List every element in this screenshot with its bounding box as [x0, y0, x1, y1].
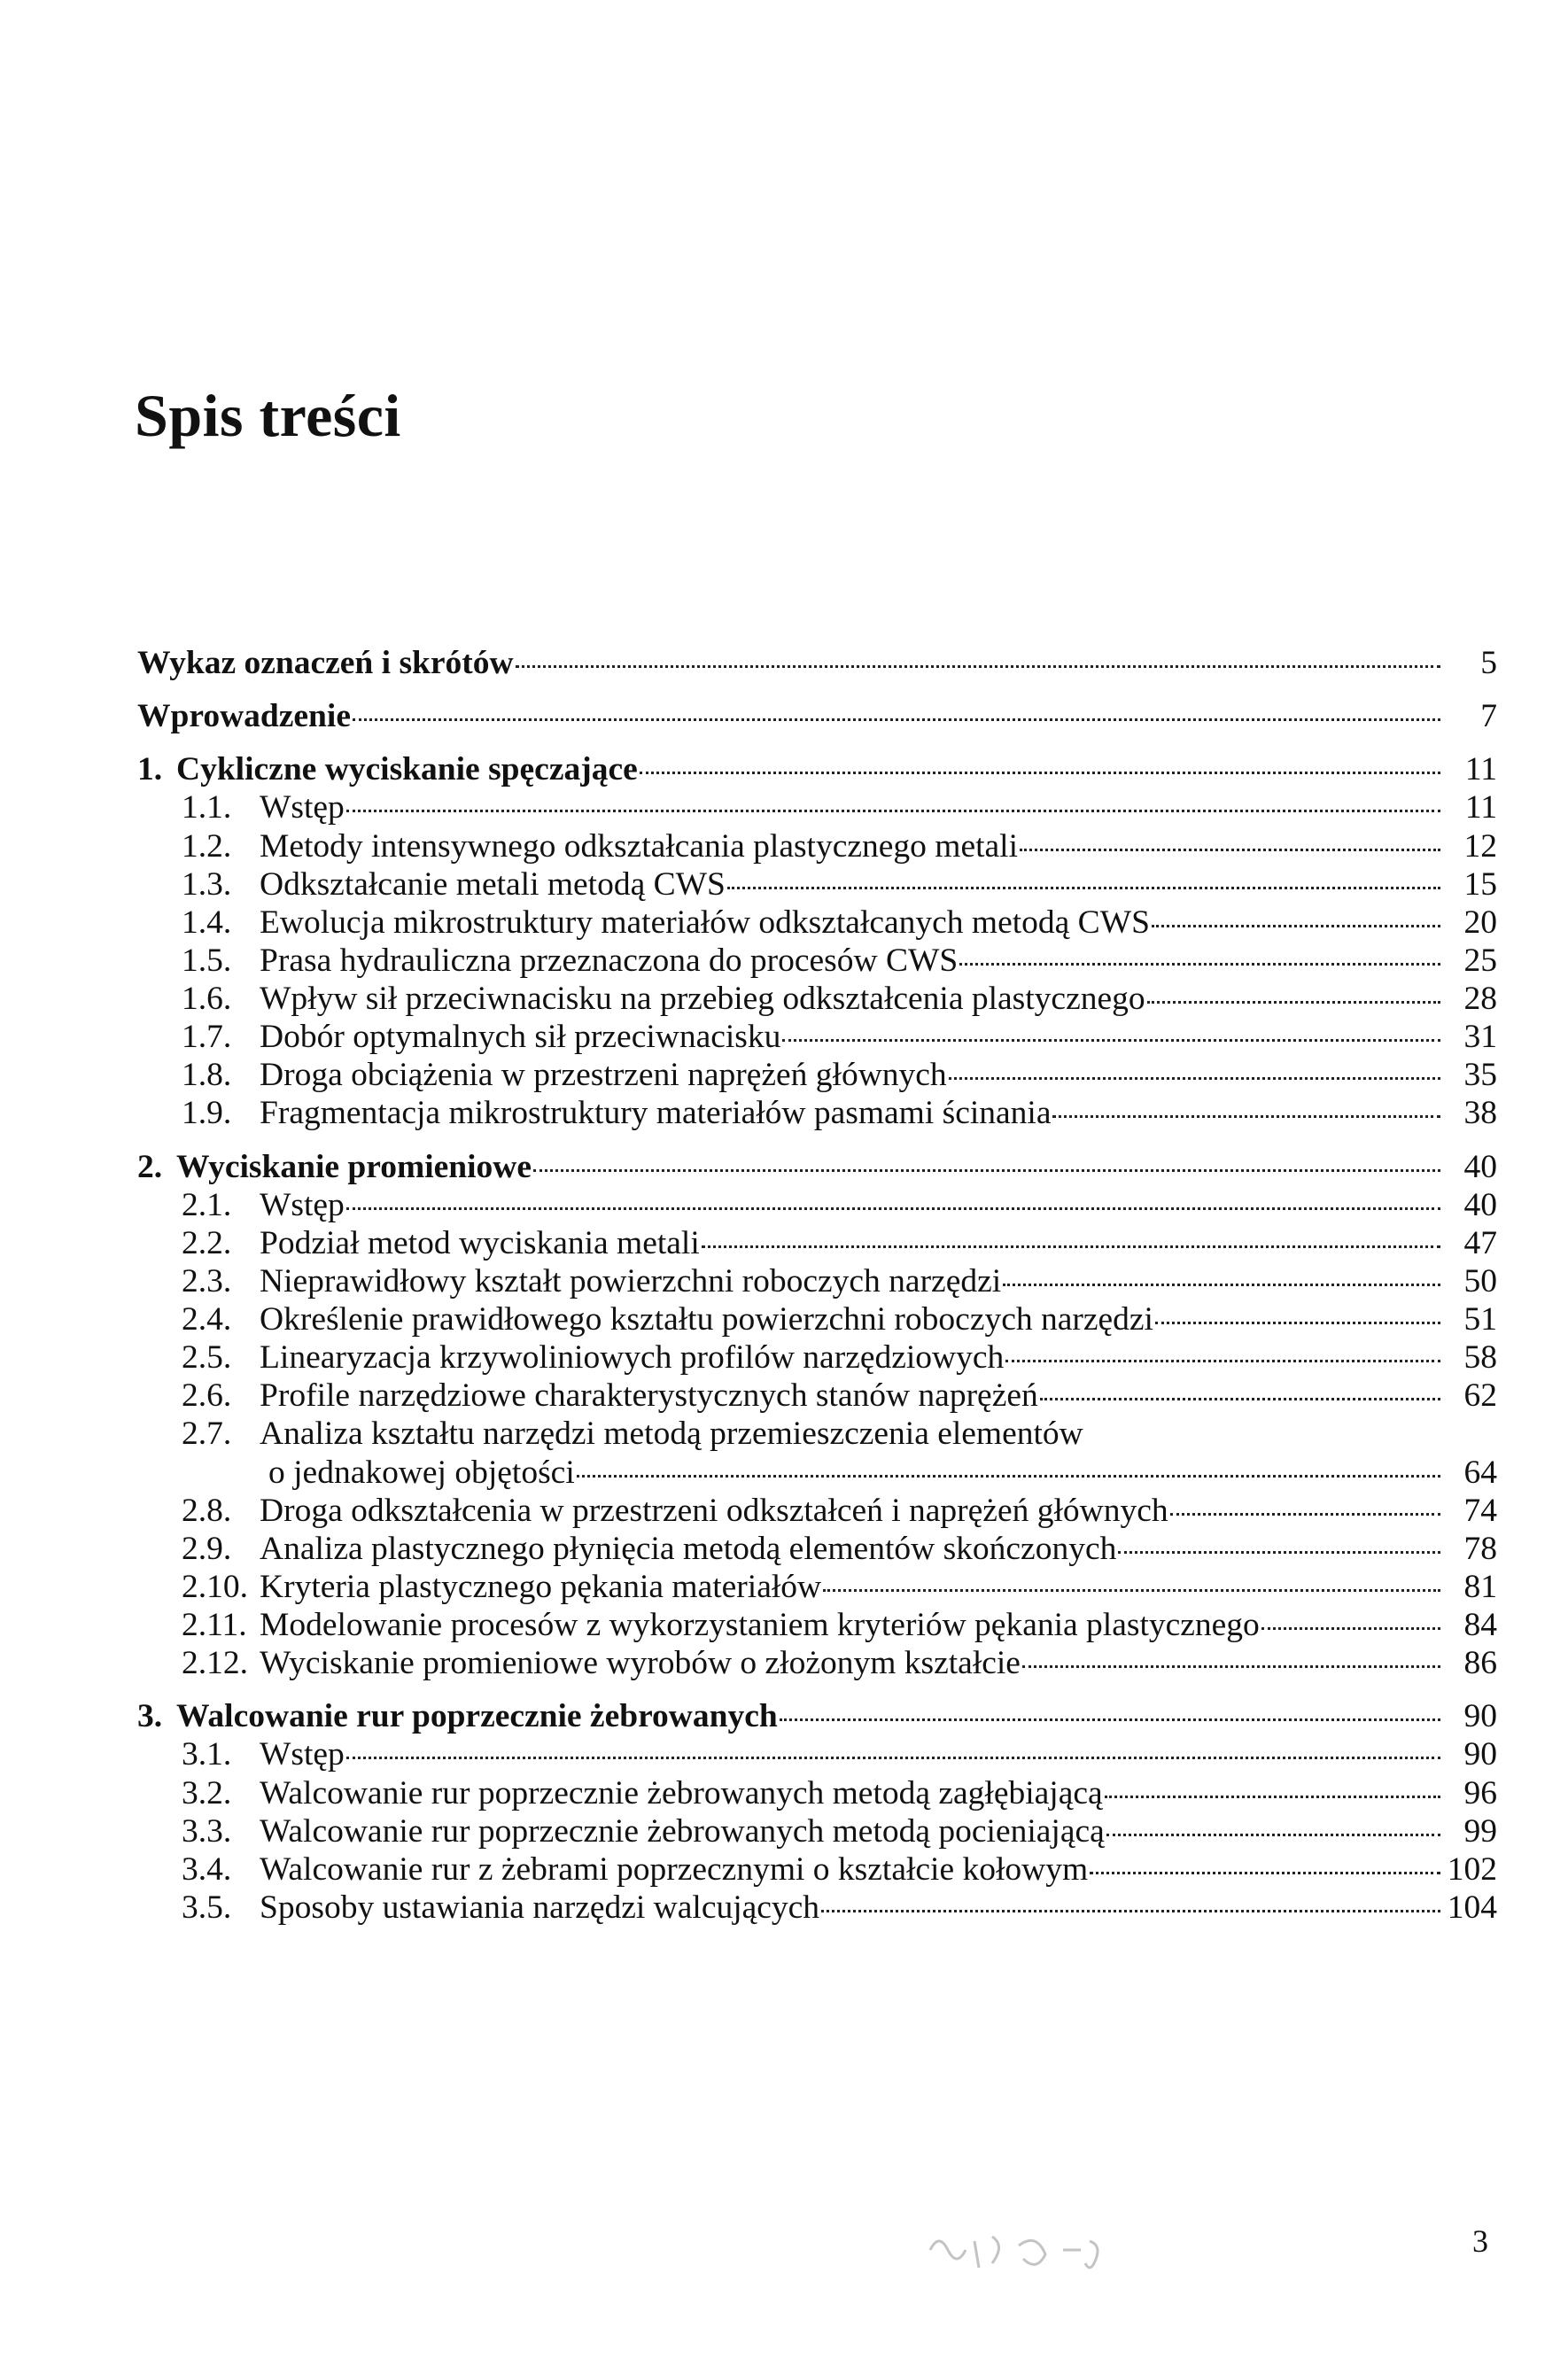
entry-number: 2.	[137, 1148, 163, 1185]
toc-section-entry	[137, 1300, 1497, 1338]
entry-title: Dobór optymalnych sił przeciwnacisku	[260, 1019, 781, 1056]
entry-title: Sposoby ustawiania narzędzi walcujących	[260, 1889, 820, 1926]
entry-number: 2.3.	[182, 1262, 232, 1299]
entry-number: 1.	[137, 751, 163, 788]
toc-front-entry	[137, 644, 1497, 682]
entry-page: 102	[1447, 1850, 1497, 1888]
entry-number: 2.7.	[182, 1416, 232, 1453]
entry-number: 2.5.	[182, 1339, 232, 1377]
entry-number: 1.7.	[182, 1019, 232, 1056]
entry-title: Podział metod wyciskania metali	[260, 1224, 700, 1261]
dot-leader	[1118, 1551, 1440, 1554]
entry-number: 2.4.	[182, 1301, 232, 1338]
entry-number: 2.8.	[182, 1492, 232, 1529]
entry-page: 40	[1463, 1186, 1497, 1223]
entry-page: 86	[1463, 1645, 1497, 1682]
dot-leader	[1005, 1360, 1440, 1362]
toc-section-entry	[137, 1018, 1497, 1056]
dot-leader	[346, 810, 1440, 812]
entry-page: 31	[1463, 1019, 1497, 1056]
toc-section-entry	[137, 942, 1497, 980]
entry-page: 20	[1463, 904, 1497, 941]
toc-chapter-entry	[137, 1697, 1497, 1735]
library-stamp-mark	[921, 2215, 1134, 2294]
entry-number: 2.10.	[182, 1568, 248, 1605]
entry-number: 1.3.	[182, 865, 232, 903]
toc-section-entry	[137, 1094, 1497, 1132]
toc-section-entry	[137, 1850, 1497, 1889]
toc-section-entry	[137, 1224, 1497, 1262]
entry-title: Kryteria plastycznego pękania materiałów	[260, 1568, 822, 1605]
entry-line-1	[182, 1415, 1497, 1453]
entry-page: 25	[1463, 942, 1497, 979]
entry-page: 51	[1463, 1301, 1497, 1338]
dot-leader	[346, 1757, 1440, 1759]
entry-page: 7	[1480, 698, 1497, 735]
toc-chapter-entry	[137, 750, 1497, 788]
entry-number: 1.2.	[182, 827, 232, 865]
entry-title: Wpływ sił przeciwnacisku na przebieg odkształcenia plastycznego	[260, 981, 1145, 1017]
entry-number: 3.5.	[182, 1889, 232, 1926]
dot-leader	[346, 1207, 1440, 1210]
entry-page: 104	[1447, 1889, 1497, 1926]
dot-leader	[780, 1718, 1440, 1721]
toc-section-entry	[137, 788, 1497, 826]
dot-leader	[640, 772, 1440, 774]
entry-page: 5	[1480, 645, 1497, 681]
dot-leader	[1147, 1001, 1440, 1004]
entry-title: Wstęp	[260, 1736, 345, 1773]
toc-section-entry	[137, 980, 1497, 1018]
entry-page: 38	[1463, 1095, 1497, 1132]
entry-page: 90	[1463, 1698, 1497, 1735]
dot-leader	[1020, 849, 1440, 851]
toc-section-entry	[137, 1415, 1497, 1491]
entry-title: Wstęp	[260, 789, 345, 826]
entry-title: Walcowanie rur poprzecznie żebrowanych metodą zagłębiającą	[260, 1774, 1103, 1811]
dot-leader	[959, 963, 1440, 966]
toc-section-entry	[137, 1889, 1497, 1927]
dot-leader	[949, 1077, 1440, 1080]
toc-section-entry	[137, 827, 1497, 865]
entry-page: 11	[1464, 789, 1497, 826]
entry-title: Profile narzędziowe charakterystycznych stanów naprężeń	[260, 1377, 1038, 1415]
dot-leader	[1152, 925, 1440, 927]
entry-page: 62	[1463, 1377, 1497, 1415]
entry-page: 78	[1463, 1530, 1497, 1567]
toc-section-entry	[137, 1774, 1497, 1812]
entry-page: 96	[1463, 1774, 1497, 1811]
dot-leader	[1261, 1627, 1440, 1630]
toc-section-entry	[137, 1377, 1497, 1415]
entry-title: Linearyzacja krzywoliniowych profilów narzędziowych	[260, 1339, 1005, 1377]
page-number: 3	[1472, 2223, 1488, 2259]
entry-page: 90	[1463, 1736, 1497, 1773]
toc-section-entry	[137, 1568, 1497, 1606]
entry-title: Analiza kształtu narzędzi metodą przemieszczenia elementów	[260, 1416, 1083, 1453]
entry-title: Określenie prawidłowego kształtu powierzchni roboczych narzędzi	[260, 1301, 1153, 1338]
dot-leader	[1040, 1398, 1440, 1400]
entry-number: 1.6.	[182, 981, 232, 1017]
entry-title: Walcowanie rur poprzecznie żebrowanych	[176, 1698, 778, 1735]
entry-title: Wyciskanie promieniowe wyrobów o złożonym kształcie	[260, 1645, 1021, 1682]
entry-title: Droga obciążenia w przestrzeni naprężeń głównych	[260, 1057, 947, 1094]
dot-leader	[702, 1245, 1440, 1248]
entry-number: 3.3.	[182, 1812, 232, 1850]
entry-number: 1.9.	[182, 1095, 232, 1132]
toc-section-entry	[137, 1338, 1497, 1377]
toc-section-entry	[137, 1492, 1497, 1530]
entry-number: 2.6.	[182, 1377, 232, 1415]
entry-page: 28	[1463, 981, 1497, 1017]
entry-title-continued: o jednakowej objętości	[268, 1454, 575, 1491]
entry-number: 1.1.	[182, 789, 232, 826]
dot-leader	[533, 1169, 1440, 1172]
entry-line-2	[182, 1454, 1497, 1492]
entry-page: 50	[1463, 1262, 1497, 1299]
entry-number: 2.12.	[182, 1645, 248, 1682]
dot-leader	[516, 665, 1440, 668]
entry-title: Modelowanie procesów z wykorzystaniem kryteriów pękania plastycznego	[260, 1607, 1260, 1643]
dot-leader	[1003, 1284, 1440, 1286]
entry-number: 1.5.	[182, 942, 232, 979]
entry-number: 1.8.	[182, 1057, 232, 1094]
entry-page: 84	[1463, 1607, 1497, 1643]
toc-section-entry	[137, 1735, 1497, 1773]
entry-title: Fragmentacja mikrostruktury materiałów pasmami ścinania	[260, 1095, 1052, 1132]
entry-title: Metody intensywnego odkształcania plastycznego metali	[260, 827, 1018, 865]
dot-leader	[1170, 1513, 1440, 1516]
dot-leader	[353, 718, 1440, 721]
entry-number: 2.11.	[182, 1607, 247, 1643]
toc-section-entry	[137, 1186, 1497, 1224]
entry-page: 40	[1463, 1148, 1497, 1185]
dot-leader	[1052, 1115, 1440, 1118]
entry-number: 2.2.	[182, 1224, 232, 1261]
toc-section-entry	[137, 904, 1497, 942]
entry-title: Nieprawidłowy kształt powierzchni roboczych narzędzi	[260, 1262, 1002, 1299]
toc-chapter-entry	[137, 1148, 1497, 1186]
entry-title: Prasa hydrauliczna przeznaczona do procesów CWS	[260, 942, 959, 979]
entry-page: 12	[1463, 827, 1497, 865]
table-of-contents	[137, 644, 1497, 1927]
entry-page: 99	[1463, 1812, 1497, 1850]
entry-number: 3.1.	[182, 1736, 232, 1773]
entry-title: Walcowanie rur poprzecznie żebrowanych metodą pocieniającą	[260, 1812, 1105, 1850]
entry-page: 58	[1463, 1339, 1497, 1377]
entry-page: 64	[1463, 1454, 1497, 1491]
toc-section-entry	[137, 1262, 1497, 1300]
dot-leader	[577, 1475, 1440, 1478]
entry-page: 11	[1464, 751, 1497, 788]
dot-leader	[1022, 1665, 1440, 1668]
dot-leader	[1155, 1322, 1440, 1324]
entry-title: Ewolucja mikrostruktury materiałów odkształcanych metodą CWS	[260, 904, 1150, 941]
entry-title: Wprowadzenie	[137, 698, 351, 735]
dot-leader	[821, 1910, 1440, 1912]
entry-number: 3.4.	[182, 1850, 232, 1888]
dot-leader	[1090, 1872, 1440, 1874]
toc-front-entry	[137, 697, 1497, 735]
entry-title: Wstęp	[260, 1186, 345, 1223]
entry-page: 15	[1463, 865, 1497, 903]
dot-leader	[727, 887, 1440, 889]
dot-leader	[1106, 1834, 1440, 1836]
entry-title: Odkształcanie metali metodą CWS	[260, 865, 726, 903]
entry-number: 1.4.	[182, 904, 232, 941]
entry-page: 74	[1463, 1492, 1497, 1529]
entry-title: Droga odkształcenia w przestrzeni odkształceń i naprężeń głównych	[260, 1492, 1168, 1529]
entry-page: 47	[1463, 1224, 1497, 1261]
entry-page: 35	[1463, 1057, 1497, 1094]
dot-leader	[782, 1039, 1440, 1042]
entry-title: Walcowanie rur z żebrami poprzecznymi o kształcie kołowym	[260, 1850, 1089, 1888]
dot-leader	[823, 1589, 1440, 1592]
dot-leader	[1105, 1796, 1440, 1798]
entry-title: Wykaz oznaczeń i skrótów	[137, 645, 514, 681]
entry-page: 81	[1463, 1568, 1497, 1605]
toc-section-entry	[137, 1530, 1497, 1568]
toc-section-entry	[137, 1644, 1497, 1682]
toc-section-entry	[137, 1606, 1497, 1644]
entry-title: Cykliczne wyciskanie spęczające	[176, 751, 638, 788]
entry-title: Wyciskanie promieniowe	[176, 1148, 532, 1185]
toc-section-entry	[137, 1056, 1497, 1094]
toc-section-entry	[137, 865, 1497, 904]
entry-number: 2.1.	[182, 1186, 232, 1223]
entry-title: Analiza plastycznego płynięcia metodą elementów skończonych	[260, 1530, 1117, 1567]
entry-number: 3.2.	[182, 1774, 232, 1811]
toc-section-entry	[137, 1812, 1497, 1850]
page-title: Spis treści	[135, 382, 401, 449]
entry-number: 2.9.	[182, 1530, 232, 1567]
entry-number: 3.	[137, 1698, 163, 1735]
